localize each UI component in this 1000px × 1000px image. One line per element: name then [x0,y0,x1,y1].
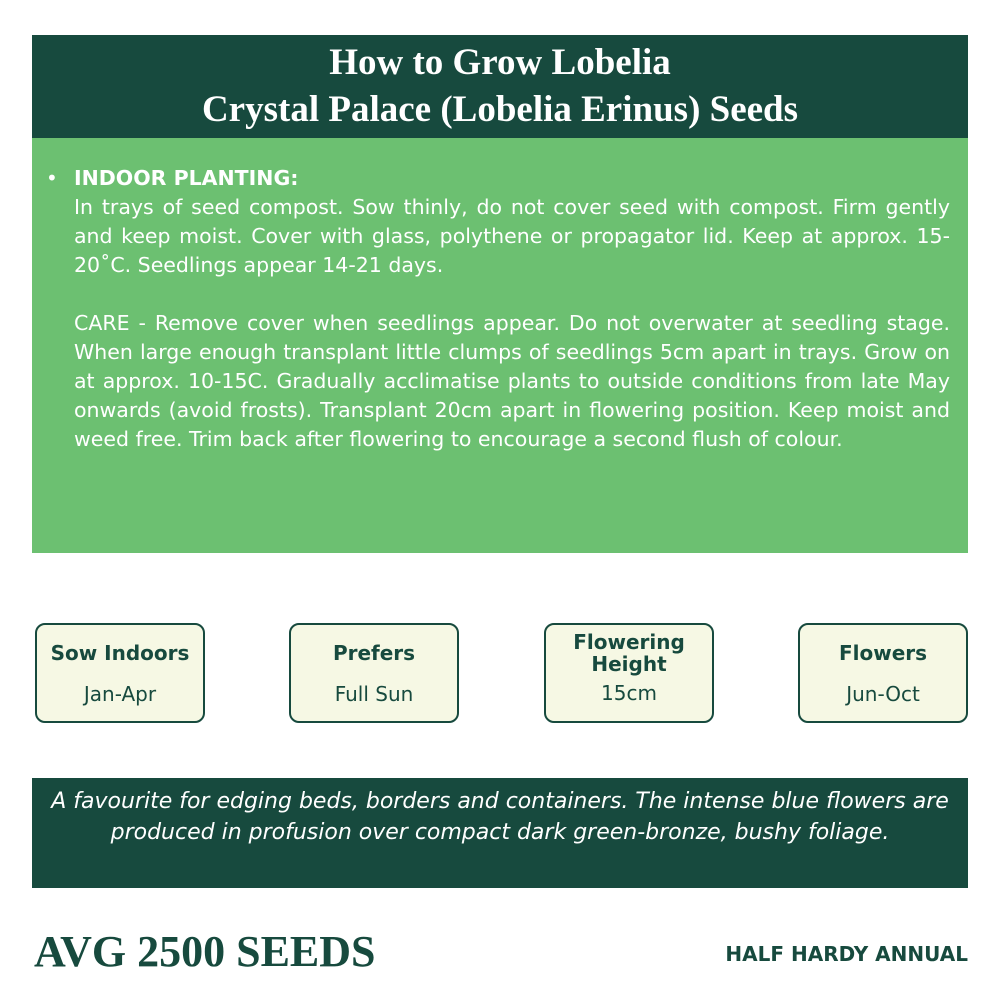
care-text: CARE - Remove cover when seedlings appear. Do not overwater at seedling stage. When large enough transplant little clumps of seedlings 5cm apart in trays. Grow on at approx. 10-15C. Gradually acclimatise plants to outside conditions from late May onwards (avoid frosts). Transplant 20cm apart in flowering position. Keep moist and weed free. Trim back after flowering to encourage a second flush of colour. [74,311,950,451]
info-card-label: Flowers [838,641,928,665]
indoor-planting-heading: INDOOR PLANTING: [74,166,299,190]
info-card-prefers [289,623,459,723]
title-line-2: Crystal Palace (Lobelia Erinus) Seeds [201,89,799,130]
info-card-label: Sow Indoors [50,641,190,665]
info-card-label-line-2: Height [591,652,667,676]
plant-type: HALF HARDY ANNUAL [725,942,968,966]
info-card-label-line-1: Flowering [573,630,685,654]
info-card-value: Full Sun [334,682,414,706]
indoor-planting-item [46,164,950,454]
info-card-flowering-height [544,623,714,723]
info-card-value: 15cm [601,681,657,705]
description-banner [32,778,968,888]
info-card-label: Prefers [332,641,416,665]
bullet-icon: • [46,166,58,190]
instructions-panel [32,138,968,553]
seed-count: AVG 2500 SEEDS [34,927,376,976]
info-card-value: Jan-Apr [83,682,157,706]
info-card-flowers [798,623,968,723]
title-banner [32,35,968,138]
info-card-value: Jun-Oct [846,682,920,706]
info-card-label [546,631,712,675]
info-card-sow-indoors [35,623,205,723]
indoor-planting-text: In trays of seed compost. Sow thinly, do not cover seed with compost. Firm gently and keep moist. Cover with glass, polythene or propagator lid. Keep at approx. 15-20˚C. Seedlings appear 14-21 days. [74,195,950,277]
title-line-1: How to Grow Lobelia [329,42,671,83]
description-text: A favourite for edging beds, borders and containers. The intense blue flowers are produced in profusion over compact dark green-bronze, bushy foliage. [51,789,949,845]
